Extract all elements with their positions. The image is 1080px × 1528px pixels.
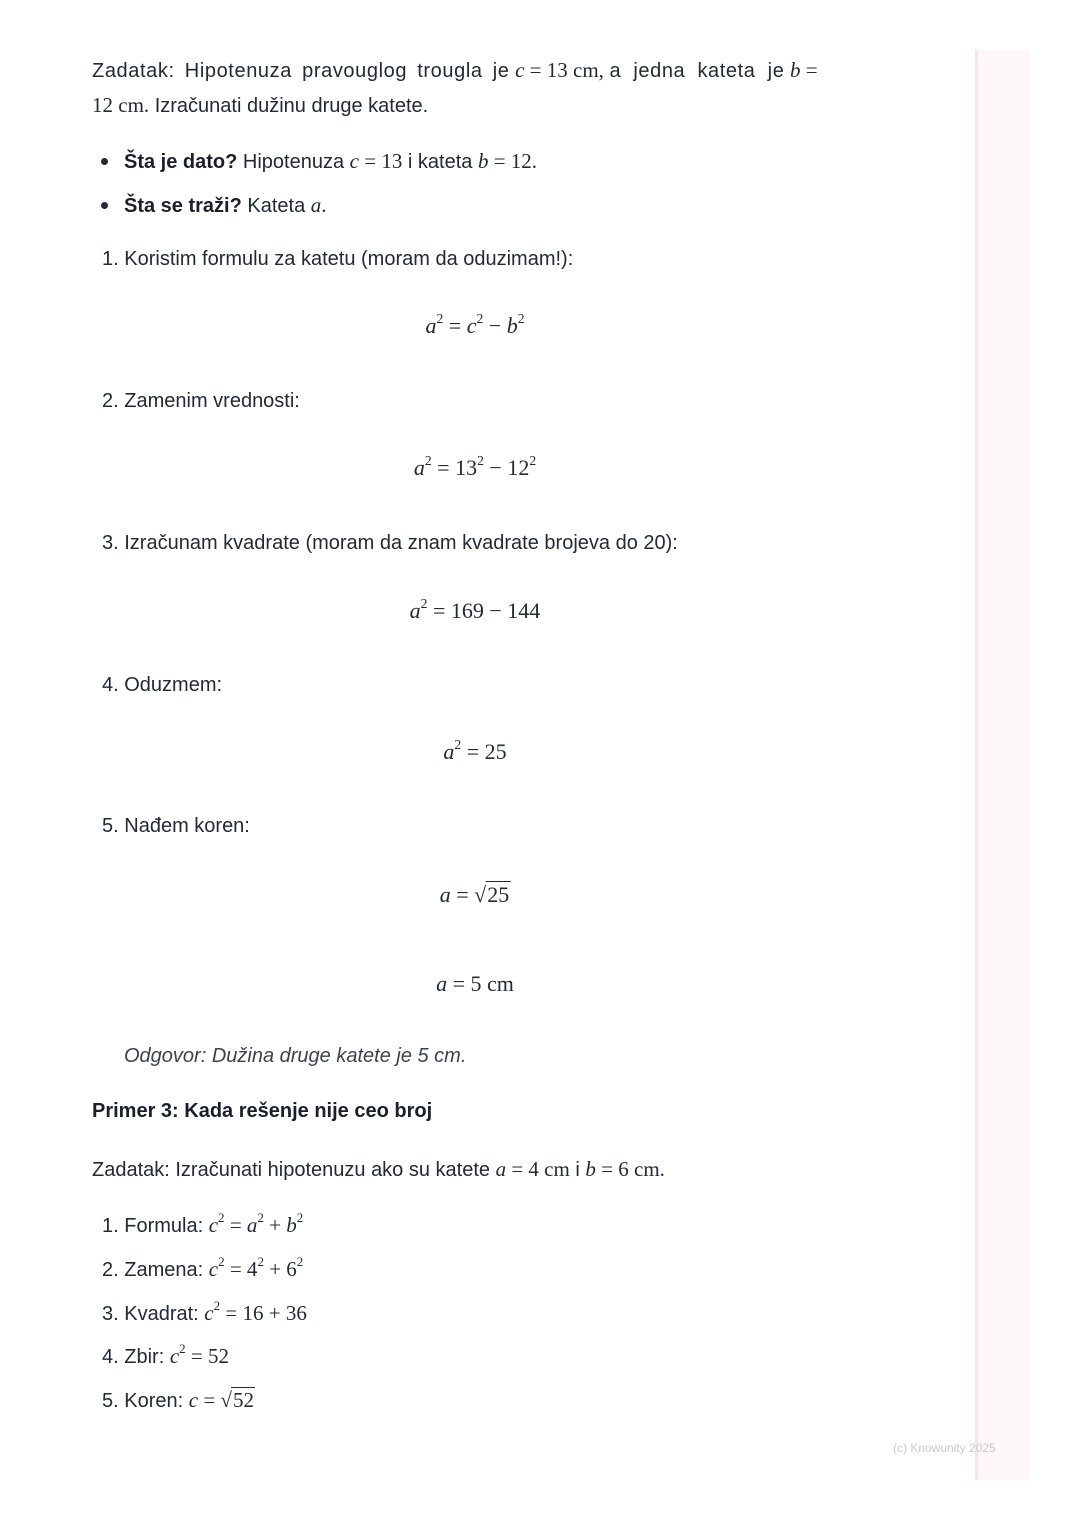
bullet-sought [124,193,327,218]
task-line-1 [92,58,818,83]
sqrt-symbol: √52 [220,1388,254,1412]
math-var: a [246,1213,258,1237]
math-value: = 13 [364,149,403,173]
step-1 [102,247,573,271]
math-expr: = 25 [466,739,507,764]
step-number: 1. [102,1215,119,1237]
math-var: a [439,882,451,907]
step-text: Koristim formulu za katetu (moram da oduzimam!): [124,248,574,270]
math-var: c [349,149,359,173]
math-expr: + 6 [269,1257,297,1281]
step-number: 3. [102,532,119,554]
bullet-label: Šta je dato? [124,151,238,173]
math-eq: = [805,58,818,82]
example3-step-1 [102,1210,304,1238]
equation-4 [443,736,507,765]
step-3 [102,531,678,555]
step-number: 1. [102,248,119,270]
step-label: Kvadrat: [124,1303,199,1325]
math-exp: 2 [420,595,428,611]
math-var: c [188,1388,199,1412]
bullet-given [124,149,537,174]
task-mid: a jedna kateta je [609,60,785,82]
equation-3 [409,595,541,624]
example3-step-5 [102,1388,255,1413]
bullet-text: Kateta [247,195,306,217]
bullet-dot [101,158,108,165]
math-exp: 2 [296,1210,304,1226]
step-text: Zamenim vrednosti: [124,390,300,412]
step-number: 2. [102,390,119,412]
math-var: b [477,149,489,173]
example3-task [92,1157,665,1182]
bullet-text: Hipotenuza [242,151,345,173]
equation-6 [436,971,514,997]
math-value: = 6 cm. [601,1157,665,1181]
math-var: a [495,1157,507,1181]
math-var: a [425,313,437,338]
step-number: 4. [102,674,119,696]
math-expr: = 169 − 144 [432,598,541,623]
math-var: a [413,455,425,480]
step-label: Zamena: [124,1259,204,1281]
step-4 [102,673,222,697]
math-var: a [436,971,448,996]
math-var: a [443,739,455,764]
math-op: = [448,313,462,338]
math-value: 12 cm. [92,93,150,117]
math-expr: − 12 [489,455,530,480]
step-2 [102,389,300,413]
math-op: − [488,313,502,338]
section-heading: Primer 3: Kada rešenje nije ceo broj [92,1100,433,1122]
example3-step-3 [102,1298,307,1326]
math-var: a [409,598,421,623]
step-text: Oduzmem: [124,674,223,696]
equation-1 [425,310,525,339]
math-exp: 2 [436,310,444,326]
math-var: b [790,58,801,82]
math-exp: 2 [477,452,484,468]
math-tail: . [321,193,327,217]
margin-divider [975,50,978,1480]
math-exp: 2 [218,1210,225,1226]
example3-step-4 [102,1341,229,1369]
math-exp: 2 [257,1210,264,1226]
task-prefix: Zadatak: Hipotenuza pravouglog trougla je [92,60,510,82]
step-number: 5. [102,1390,119,1412]
math-value: = 13 cm, [529,58,604,82]
math-exp: 2 [179,1341,186,1357]
step-number: 5. [102,815,119,837]
math-exp: 2 [213,1298,221,1314]
math-exp: 2 [517,310,525,326]
copyright-footer: (c) Knowunity 2025 [893,1441,996,1455]
sqrt-symbol: √25 [474,882,510,907]
equation-2 [413,452,537,481]
example3-step-2 [102,1254,304,1282]
math-var: b [585,1157,596,1181]
math-exp: 2 [476,310,484,326]
step-label: Formula: [124,1215,204,1237]
step-number: 2. [102,1259,119,1281]
equation-5 [440,882,511,908]
step-number: 4. [102,1346,119,1368]
radicand: 25 [487,882,510,907]
right-margin-panel [977,50,1030,1480]
math-value: = 12. [493,149,538,173]
math-expr: = 16 + 36 [225,1301,307,1325]
math-var: a [310,193,322,217]
conjunction: i [575,1159,580,1181]
step-text: Nađem koren: [124,815,250,837]
step-5 [102,814,250,838]
answer: Odgovor: Dužina druge katete je 5 cm. [124,1045,467,1067]
math-exp: 2 [424,452,432,468]
math-var: c [208,1257,219,1281]
math-exp: 2 [218,1254,225,1270]
math-expr: = 52 [190,1344,229,1368]
math-var: c [466,313,477,338]
math-exp: 2 [257,1254,264,1270]
math-var: c [208,1213,219,1237]
math-expr: = 13 [437,455,478,480]
math-op: = [456,882,469,907]
math-op: = [229,1213,242,1237]
math-exp: 2 [296,1254,304,1270]
math-op: = [203,1388,216,1412]
math-var: b [286,1213,297,1237]
math-var: b [506,313,518,338]
step-label: Zbir: [124,1346,165,1368]
bullet-dot [101,202,108,209]
math-value: = 4 cm [511,1157,570,1181]
step-number: 3. [102,1303,119,1325]
math-var: c [169,1344,180,1368]
step-label: Koren: [124,1390,184,1412]
math-op: + [269,1213,282,1237]
task-suffix: Izračunati dužinu druge katete. [154,95,429,117]
math-expr: = 5 cm [452,971,514,996]
task-line-2 [92,93,428,118]
bullet-text: i kateta [407,151,473,173]
bullet-label: Šta se traži? [124,195,242,217]
math-var: c [204,1301,214,1325]
math-expr: = 4 [229,1257,258,1281]
step-text: Izračunam kvadrate (moram da znam kvadrate brojeva do 20): [124,532,678,554]
math-var: c [515,58,525,82]
radicand: 52 [232,1388,254,1412]
task-prefix: Zadatak: Izračunati hipotenuzu ako su katete [92,1159,491,1181]
math-exp: 2 [529,452,537,468]
math-exp: 2 [454,736,462,752]
